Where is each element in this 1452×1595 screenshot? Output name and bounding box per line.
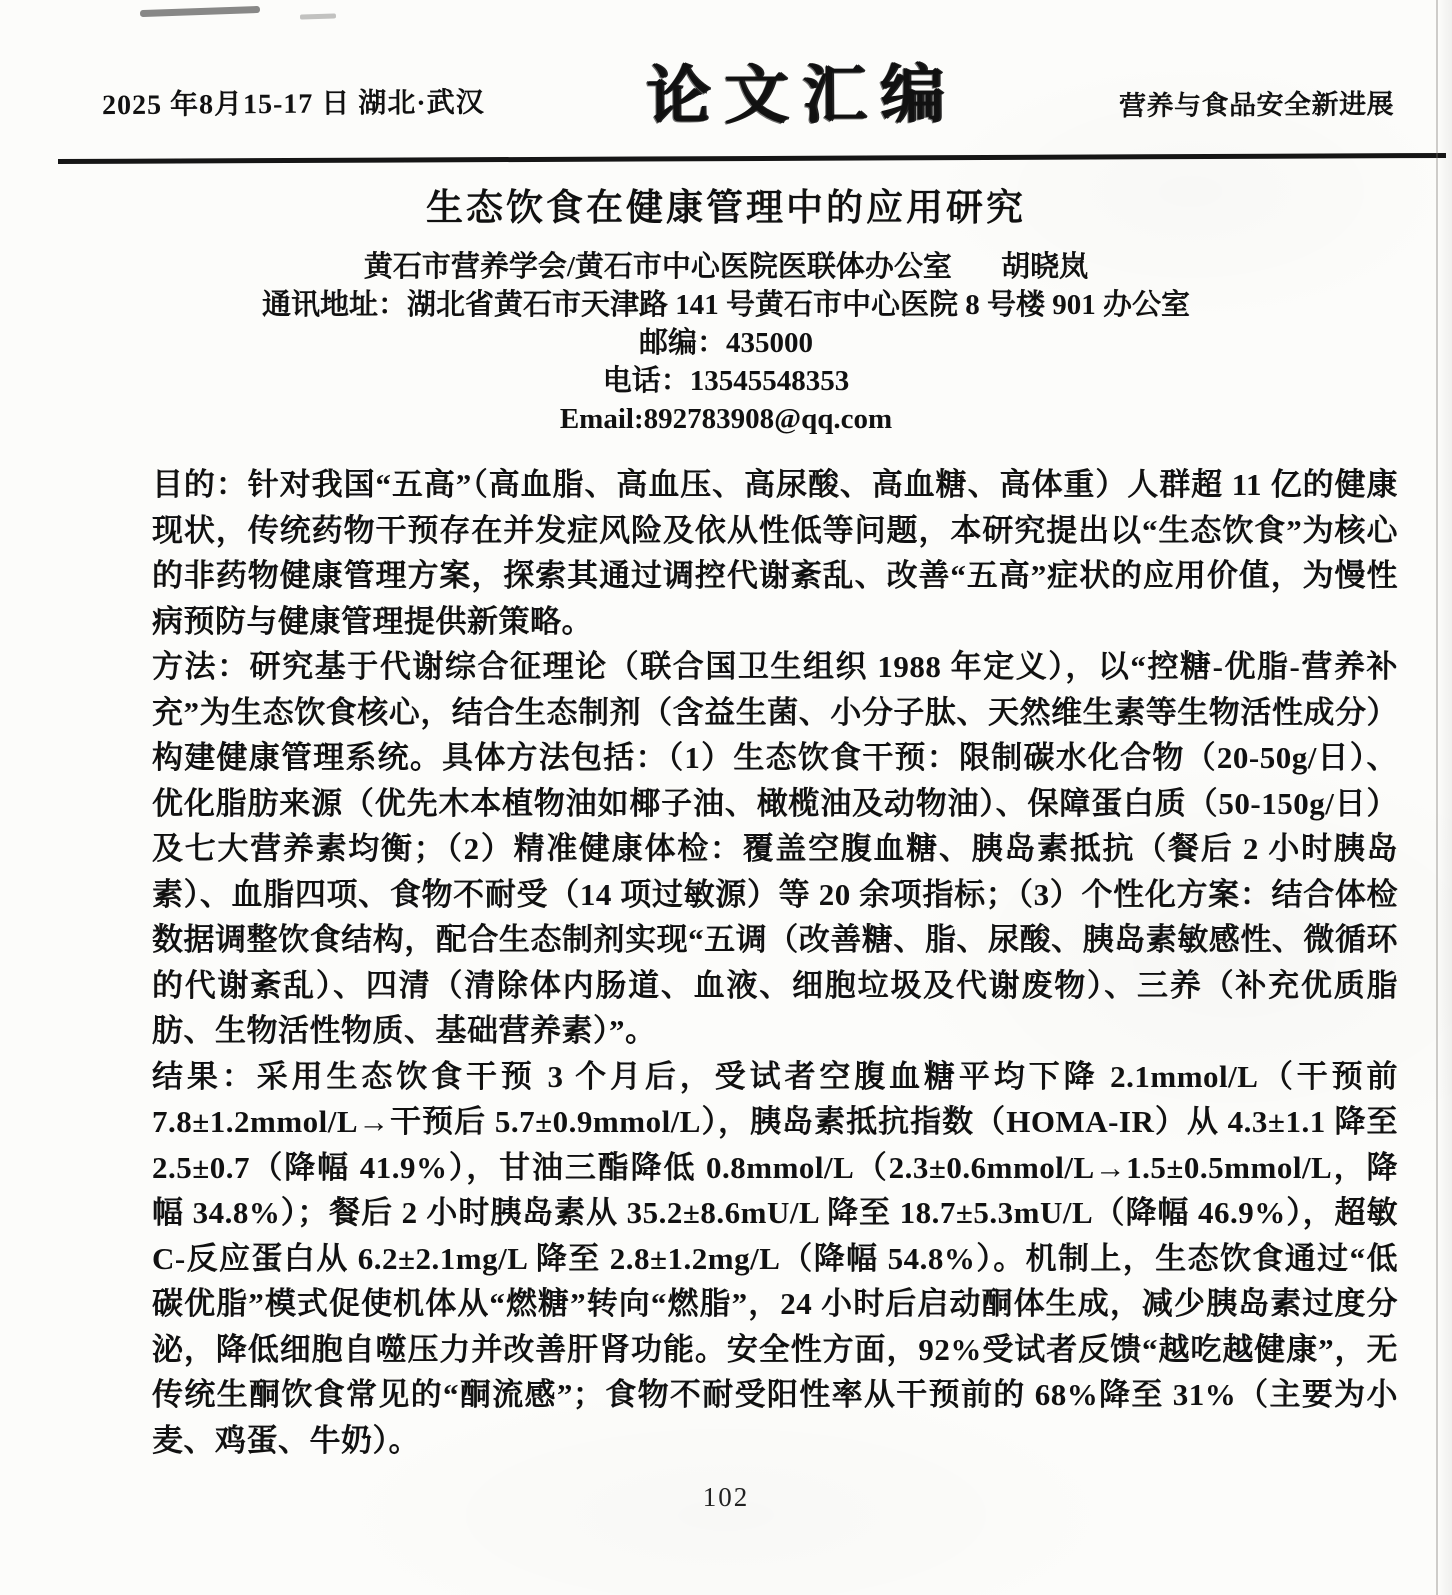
- author-block: [0, 249, 1452, 438]
- author-postcode: 邮编：435000: [638, 327, 813, 359]
- author-phone: 电话：13545548353: [602, 365, 850, 397]
- purpose-text: 针对我国“五高”（高血脂、高血压、高尿酸、高血糖、高体重）人群超 11 亿的健康现状，传统药物干预存在并发症风险及依从性低等问题，本研究提出以“生态饮食”为核心的非药物健康管理方案，探索其通过调控代谢紊乱、改善“五高”症状的应用价值，为慢性病预防与健康管理提供新策略。: [152, 467, 1398, 639]
- author-address: 通讯地址：湖北省黄石市天津路 141 号黄石市中心医院 8 号楼 901 办公室: [261, 289, 1190, 321]
- scan-edge-shading: [1438, 0, 1452, 1595]
- header-conference-name: 营养与食品安全新进展: [1118, 89, 1395, 121]
- abstract-paragraph-purpose: [152, 462, 1398, 644]
- author-affiliation: 黄石市营养学会/黄石市中心医院医联体办公室: [363, 251, 952, 283]
- abstract-body: [152, 462, 1398, 1463]
- header-date-location: 2025 年8月15-17 日 湖北·武汉: [101, 87, 485, 122]
- author-affiliation-line: [0, 249, 1452, 286]
- page-header: [0, 0, 1452, 142]
- page-number: 102: [702, 1482, 750, 1512]
- header-proceedings-title: 论文汇编: [645, 57, 959, 134]
- author-name: 胡晓岚: [1001, 251, 1089, 283]
- paper-title: 生态饮食在健康管理中的应用研究: [426, 188, 1026, 229]
- abstract-paragraph-methods: [152, 644, 1398, 1054]
- methods-label: 方法：: [152, 649, 250, 684]
- results-text: 采用生态饮食干预 3 个月后，受试者空腹血糖平均下降 2.1mmol/L（干预前 7.8±1.2mmol/L→干预后 5.7±0.9mmol/L），胰岛素抵抗指数（HOMA-IR）从 4.3±1.1 降至 2.5±0.7（降幅 41.9%），甘油三酯降低 0.8mmol/L（2.3±0.6mmol/L→1.5±0.5mmol/L，降幅 34.8%）；餐后 2 小时胰岛素从 35.2±8.6mU/L 降至 18.7±5.3mU/L（降幅 46.9%），超敏 C-反应蛋白从 6.2±2.1mg/L 降至 2.8±1.2mg/L（降幅 54.8%）。机制上，生态饮食通过“低碳优脂”模式促使机体从“燃糖”转向“燃脂”，24 小时后启动酮体生成，减少胰岛素过度分泌，降低细胞自噬压力并改善肝肾功能。安全性方面，92%受试者反馈“越吃越健康”，无传统生酮饮食常见的“酮流感”；食物不耐受阳性率从干预前的 68%降至 31%（主要为小麦、鸡蛋、牛奶）。: [152, 1058, 1399, 1458]
- results-label: 结果：: [152, 1058, 257, 1094]
- purpose-label: 目的：: [152, 467, 248, 502]
- abstract-paragraph-results: [152, 1054, 1398, 1464]
- author-email: Email:892783908@qq.com: [559, 403, 893, 435]
- methods-text: 研究基于代谢综合征理论（联合国卫生组织 1988 年定义），以“控糖-优脂-营养补充”为生态饮食核心，结合生态制剂（含益生菌、小分子肽、天然维生素等生物活性成分）构建健康管理系统。具体方法包括：（1）生态饮食干预：限制碳水化合物（20-50g/日）、优化脂肪来源（优先木本植物油如椰子油、橄榄油及动物油）、保障蛋白质（50-150g/日）及七大营养素均衡；（2）精准健康体检：覆盖空腹血糖、胰岛素抵抗（餐后 2 小时胰岛素）、血脂四项、食物不耐受（14 项过敏源）等 20 余项指标；（3）个性化方案：结合体检数据调整饮食结构，配合生态制剂实现“五调（改善糖、脂、尿酸、胰岛素敏感性、微循环的代谢紊乱）、四清（清除体内肠道、血液、细胞垃圾及代谢废物）、三养（补充优质脂肪、生物活性物质、基础营养素）”。: [152, 649, 1399, 1048]
- header-divider: [58, 153, 1446, 164]
